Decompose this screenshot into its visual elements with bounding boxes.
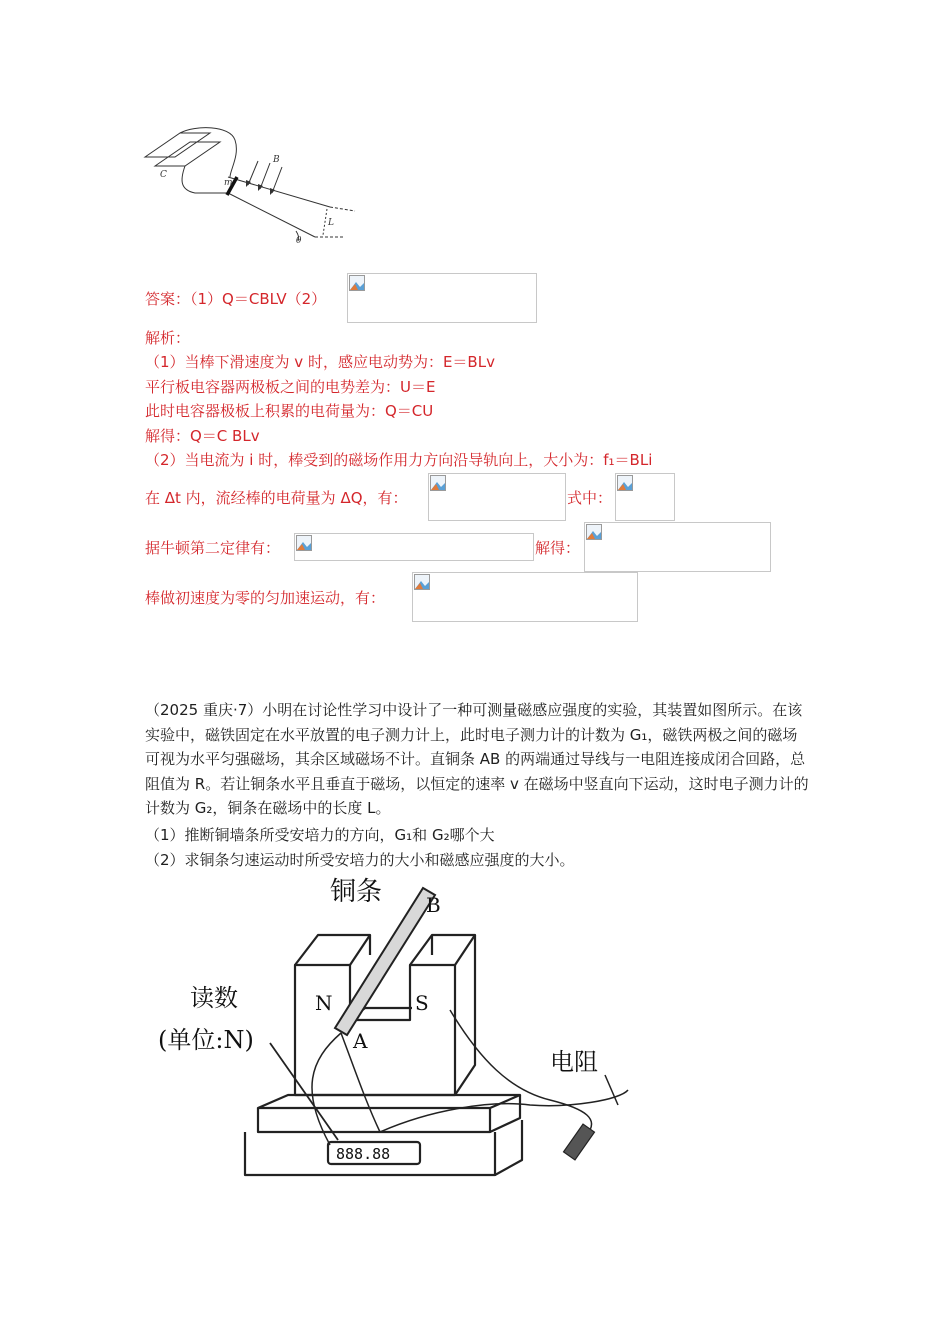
label-b-end: B (426, 893, 441, 917)
analysis-line-7b: 解得： (535, 539, 581, 557)
label-b: B (273, 155, 280, 165)
answer-line: 答案：（1）Q＝CBLV（2） (145, 290, 327, 308)
analysis-line-6b: 式中： (567, 489, 613, 507)
label-c: C (160, 170, 167, 180)
label-n: N (315, 991, 333, 1015)
problem-text: （2025 重庆·7）小明在讨论性学习中设计了一种可测量磁感应强度的实验，其装置如图所示。在该实验中，磁铁固定在水平放置的电子测力计上，此时电子测力计的计数为 G₁，磁铁两极之间的磁场可视为水平匀强磁场，其余区域磁场不计。直铜条 AB 的两端通过导线与一电阻连接成闭合回路，总阻值为 R。若让铜条水平且垂直于磁场，以恒定的速率 v 在磁场中竖直向下运动，这时电子测力计的计数为 G₂，铜条在磁场中的长度 L。 (145, 701, 809, 817)
analysis-line-4: 解得：Q＝C BLv (145, 427, 260, 445)
formula-image-motion (412, 572, 638, 622)
broken-image-icon (349, 275, 365, 291)
label-copper: 铜条 (330, 877, 383, 907)
broken-image-icon (586, 524, 602, 540)
label-m: m (224, 178, 233, 188)
analysis-line-3: 此时电容器极板上积累的电荷量为：Q＝CU (145, 402, 434, 420)
analysis-line-8: 棒做初速度为零的匀加速运动，有： (145, 589, 386, 607)
formula-image-answer (347, 273, 537, 323)
label-a-end: A (353, 1029, 368, 1053)
capacitor-rail-diagram (140, 125, 360, 250)
analysis-line-5: （2）当电流为 i 时，棒受到的磁场作用力方向沿导轨向上，大小为：f₁＝BLi (145, 451, 653, 469)
analysis-heading: 解析： (145, 329, 191, 347)
label-s: S (415, 991, 429, 1015)
formula-image-newton (294, 533, 534, 561)
analysis-line-7a: 据牛顿第二定律有： (145, 539, 281, 557)
question-2: （2）求铜条匀速运动时所受安培力的大小和磁感应强度的大小。 (145, 851, 575, 869)
broken-image-icon (617, 475, 633, 491)
resistor (564, 1124, 595, 1160)
analysis-line-2: 平行板电容器两极板之间的电势差为：U＝E (145, 378, 436, 396)
formula-image-dq (428, 473, 566, 521)
magnet-scale-diagram (150, 870, 650, 1190)
label-unit: (单位:N) (158, 1026, 254, 1054)
label-reading: 读数 (190, 984, 238, 1012)
formula-image-solve (584, 522, 771, 572)
analysis-line-6a: 在 Δt 内，流经棒的电荷量为 ΔQ，有： (145, 489, 408, 507)
analysis-line-1: （1）当棒下滑速度为 v 时，感应电动势为：E＝BLv (145, 353, 495, 371)
question-1: （1）推断铜墙条所受安培力的方向，G₁和 G₂哪个大 (145, 826, 495, 844)
broken-image-icon (296, 535, 312, 551)
broken-image-icon (430, 475, 446, 491)
label-theta: θ (296, 236, 302, 246)
formula-image-where (615, 473, 675, 521)
label-l: L (328, 218, 334, 228)
broken-image-icon (414, 574, 430, 590)
scale-display-reading: 888.88 (336, 1145, 391, 1163)
label-resistor: 电阻 (550, 1048, 598, 1076)
